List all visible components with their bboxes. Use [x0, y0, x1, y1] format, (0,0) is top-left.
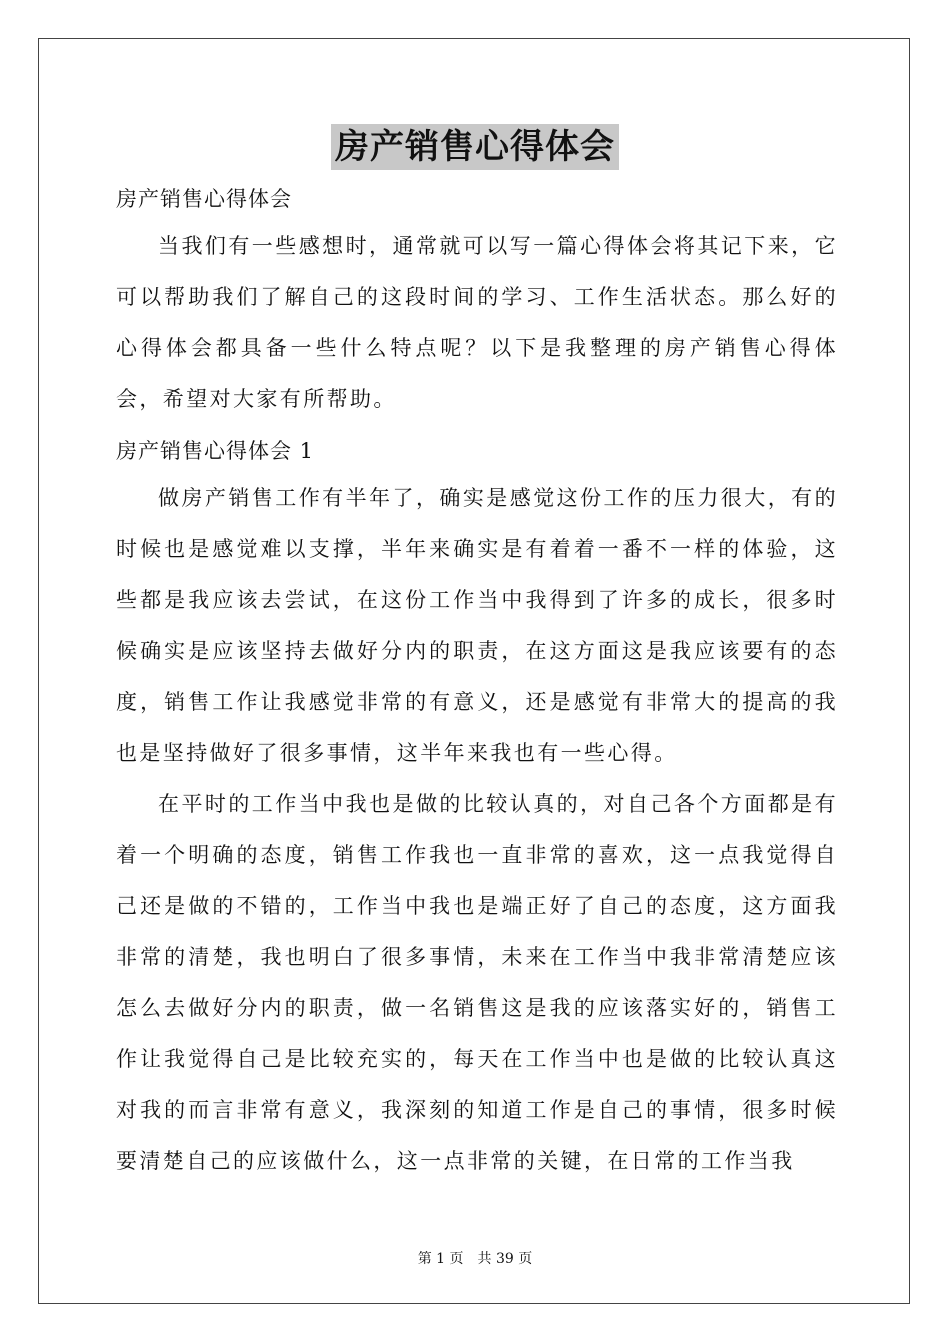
- page-number-footer: 第 1 页 共 39 页: [417, 1251, 533, 1267]
- intro-paragraph: 当我们有一些感想时，通常就可以写一篇心得体会将其记下来，它可以帮助我们了解自己的这段时间的学习、工作生活状态。那么好的心得体会都具备一些什么特点呢？以下是我整理的房产销售心得体会，希望对大家有所帮助。: [116, 234, 838, 411]
- section-heading: 房产销售心得体会 1: [116, 439, 315, 463]
- body-paragraph: 在平时的工作当中我也是做的比较认真的，对自己各个方面都是有着一个明确的态度，销售工作我也一直非常的喜欢，这一点我觉得自己还是做的不错的，工作当中我也是端正好了自己的态度，这方面我非常的清楚，我也明白了很多事情，未来在工作当中我非常清楚应该怎么去做好分内的职责，做一名销售这是我的应该落实好的，销售工作让我觉得自己是比较充实的，每天在工作当中也是做的比较认真这对我的而言非常有意义，我深刻的知道工作是自己的事情，很多时候要清楚自己的应该做什么，这一点非常的关键，在日常的工作当我: [116, 792, 838, 1173]
- body-paragraph: 做房产销售工作有半年了，确实是感觉这份工作的压力很大，有的时候也是感觉难以支撑，半年来确实是有着着一番不一样的体验，这些都是我应该去尝试，在这份工作当中我得到了许多的成长，很多时候确实是应该坚持去做好分内的职责，在这方面这是我应该要有的态度，销售工作让我感觉非常的有意义，还是感觉有非常大的提高的我也是坚持做好了很多事情，这半年来我也有一些心得。: [116, 486, 838, 765]
- title-container: [0, 124, 950, 170]
- document-title: 房产销售心得体会: [331, 124, 619, 170]
- document-subtitle: 房产销售心得体会: [116, 187, 292, 211]
- document-body: [116, 177, 838, 1187]
